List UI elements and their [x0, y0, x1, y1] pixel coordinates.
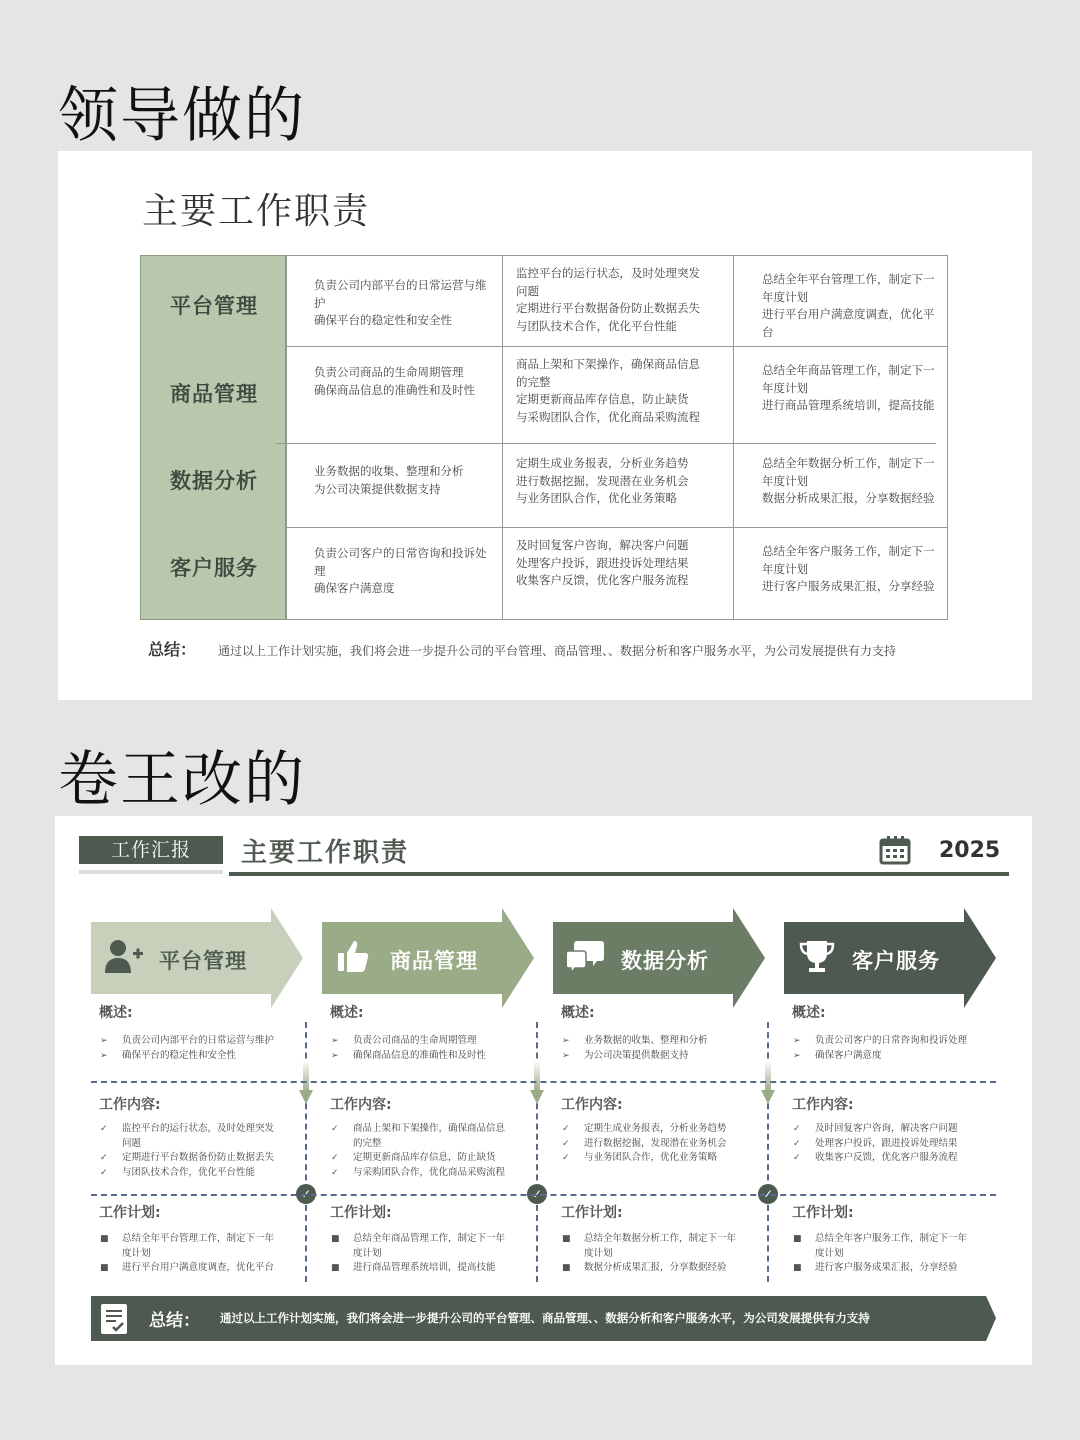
content-bullet-marker: ✓: [331, 1153, 339, 1163]
content-line: 与业务团队合作，优化业务策略 ✓: [584, 1151, 717, 1166]
badge-underline: [79, 870, 223, 874]
content-bullet-marker: ✓: [562, 1138, 570, 1149]
content-line: 定期进行平台数据备份防止数据丢失 ✓: [122, 1151, 274, 1166]
content-line: 与采购团队合作，优化商品采购流程 ✓: [353, 1166, 505, 1181]
content-bullet-marker: ✓: [331, 1167, 339, 1178]
content-line: 问题: [122, 1137, 142, 1149]
plan-bullet-marker: ■: [100, 1263, 109, 1273]
plan-bullet-marker: ■: [793, 1263, 802, 1273]
title-rule: [229, 872, 1009, 876]
content-line: 的完整: [353, 1137, 382, 1149]
cell-line: 处理客户投诉，跟进投诉处理结果: [516, 555, 689, 570]
cell-line: 及时回复客户咨询，解决客户问题: [516, 538, 689, 552]
cell-line: 年度计划: [762, 380, 808, 395]
table-right-border: [947, 255, 948, 620]
cell-line: 总结全年客户服务工作，制定下一: [762, 544, 935, 558]
table-row-divider: [286, 527, 948, 528]
content-heading-3: 工作内容:: [561, 1097, 623, 1113]
content-bullet-marker: ✓: [793, 1124, 801, 1134]
overview-bullet-marker: ➢: [562, 1036, 570, 1046]
overview-bullet-marker: ➢: [562, 1050, 570, 1061]
category-label-4: 客户服务: [852, 949, 940, 973]
overview-line: 负责公司商品的生命周期管理 ➢: [353, 1034, 477, 1049]
overview-heading-3: 概述:: [561, 1005, 595, 1021]
category-4: 客户服务: [170, 556, 258, 580]
cell-line: 定期生成业务报表，分析业务趋势: [516, 456, 689, 470]
plan-line: 总结全年平台管理工作，制定下一年 ■: [122, 1232, 274, 1247]
content-bullet-marker: ✓: [562, 1124, 570, 1134]
plan-heading-3: 工作计划:: [561, 1205, 623, 1221]
table-cell-r2-c3: [762, 362, 935, 415]
year-label: 2025: [939, 838, 1001, 863]
cell-line: 进行商品管理系统培训，提高技能: [762, 398, 935, 412]
plan-line: 进行客户服务成果汇报，分享经验 ■: [815, 1261, 958, 1276]
overview-bullet-marker: ➢: [100, 1036, 108, 1046]
content-heading-4: 工作内容:: [792, 1097, 854, 1113]
category-label-1: 平台管理: [159, 949, 247, 973]
overview-bullet-marker: ➢: [331, 1036, 339, 1046]
content-line: 收集客户反馈，优化客户服务流程 ✓: [815, 1151, 958, 1166]
category-label-3: 数据分析: [621, 949, 709, 973]
cell-line: 确保商品信息的准确性和及时性: [314, 382, 475, 397]
overview-line: 负责公司内部平台的日常运营与维护 ➢: [122, 1034, 274, 1049]
cell-line: 年度计划: [762, 561, 808, 576]
cell-line: 业务数据的收集、整理和分析: [314, 464, 464, 478]
content-bullet-marker: ✓: [793, 1138, 801, 1149]
calendar-icon: [879, 835, 911, 865]
cell-line: 年度计划: [762, 289, 808, 304]
plan-bullet-marker: ■: [562, 1263, 571, 1273]
plan-heading-2: 工作计划:: [330, 1205, 392, 1221]
cell-line: 与团队技术合作，优化平台性能: [516, 318, 677, 333]
overview-bullet-marker: ➢: [100, 1050, 108, 1061]
overview-heading-2: 概述:: [330, 1005, 364, 1021]
plan-line: 度计划: [122, 1247, 151, 1259]
cell-line: 问题: [516, 283, 539, 298]
plan-heading-1: 工作计划:: [99, 1205, 161, 1221]
cell-line: 的完整: [516, 374, 551, 389]
cell-line: 确保客户满意度: [314, 581, 395, 595]
cell-line: 负责公司内部平台的日常运营与维: [314, 278, 487, 292]
cell-line: 定期进行平台数据备份防止数据丢失: [516, 301, 700, 315]
table-cell-r4-c3: [762, 543, 935, 596]
overview-line: 业务数据的收集、整理和分析 ➢: [584, 1034, 708, 1049]
content-line: 定期生成业务报表，分析业务趋势 ✓: [584, 1122, 727, 1137]
table-column-divider: [733, 255, 734, 620]
cell-line: 确保平台的稳定性和安全性: [314, 313, 452, 327]
content-line: 商品上架和下架操作，确保商品信息 ✓: [353, 1122, 505, 1137]
content-line: 监控平台的运行状态，及时处理突发 ✓: [122, 1122, 274, 1137]
work-report-badge: 工作汇报: [79, 836, 223, 864]
overview-line: 负责公司客户的日常咨询和投诉处理 ➢: [815, 1034, 967, 1049]
report-doc-icon: [99, 1302, 131, 1336]
add-user-icon: [105, 939, 145, 975]
cell-line: 定期更新商品库存信息，防止缺货: [516, 392, 689, 406]
check-circle-icon: ✓: [527, 1184, 547, 1204]
panel-a-title: 主要工作职责: [142, 191, 371, 232]
content-bullet-marker: ✓: [331, 1124, 339, 1134]
content-line: 与团队技术合作，优化平台性能 ✓: [122, 1166, 255, 1181]
plan-heading-4: 工作计划:: [792, 1205, 854, 1221]
content-bullet-marker: ✓: [100, 1124, 108, 1134]
cell-line: 收集客户反馈，优化客户服务流程: [516, 573, 689, 587]
cell-line: 商品上架和下架操作，确保商品信息: [516, 357, 700, 371]
category-column: [140, 255, 286, 620]
content-line: 处理客户投诉，跟进投诉处理结果 ✓: [815, 1137, 958, 1152]
cell-line: 数据分析成果汇报，分享数据经验: [762, 491, 935, 505]
chat-bubbles-icon: [567, 939, 607, 975]
check-circle-icon: ✓: [758, 1184, 778, 1204]
section-divider: [91, 1194, 996, 1196]
plan-bullet-marker: ■: [100, 1234, 109, 1244]
overview-line: 确保商品信息的准确性和及时性 ➢: [353, 1049, 486, 1064]
cell-line: 护: [314, 295, 326, 310]
content-heading-1: 工作内容:: [99, 1097, 161, 1113]
overview-line: 确保客户满意度 ➢: [815, 1049, 882, 1064]
content-heading-2: 工作内容:: [330, 1097, 392, 1113]
table-row-divider: [286, 346, 948, 347]
content-bullet-marker: ✓: [100, 1167, 108, 1178]
cell-line: 总结全年平台管理工作，制定下一: [762, 272, 935, 286]
table-column-divider: [286, 255, 287, 620]
table-cell-r1-c1: [314, 277, 487, 330]
overview-line: 为公司决策提供数据支持 ➢: [584, 1049, 689, 1064]
table-cell-r2-c2: [516, 356, 700, 426]
plan-bullet-marker: ■: [793, 1234, 802, 1244]
plan-bullet-marker: ■: [562, 1234, 571, 1244]
table-cell-r4-c2: [516, 537, 689, 590]
plan-bullet-marker: ■: [331, 1263, 340, 1273]
cell-line: 台: [762, 324, 774, 339]
content-bullet-marker: ✓: [100, 1153, 108, 1163]
cell-line: 进行数据挖掘，发现潜在业务机会: [516, 473, 689, 488]
table-bottom-border: [286, 619, 948, 620]
table-cell-r1-c3: [762, 271, 935, 341]
table-cell-r2-c1: [314, 364, 475, 399]
cell-line: 与业务团队合作，优化业务策略: [516, 491, 677, 505]
cell-line: 理: [314, 563, 326, 578]
panel-b-summary-text: 通过以上工作计划实施，我们将会进一步提升公司的平台管理、商品管理、、数据分析和客户服务水平，为公司发展提供有力支持: [220, 1311, 870, 1325]
category-2: 商品管理: [170, 382, 258, 406]
overview-bullet-marker: ➢: [793, 1036, 801, 1046]
check-circle-icon: ✓: [296, 1184, 316, 1204]
panel-a-summary-label: 总结：: [148, 640, 197, 659]
plan-bullet-marker: ■: [331, 1234, 340, 1244]
content-line: 定期更新商品库存信息，防止缺货 ✓: [353, 1151, 496, 1166]
overview-bullet-marker: ➢: [331, 1050, 339, 1061]
redesigned-panel: [55, 816, 1032, 1365]
content-line: 进行数据挖掘，发现潜在业务机会 ✓: [584, 1137, 727, 1152]
table-cell-r3-c1: [314, 463, 464, 498]
table-row-divider: [276, 443, 936, 444]
plan-line: 度计划: [584, 1247, 613, 1259]
overview-heading-1: 概述:: [99, 1005, 133, 1021]
table-cell-r3-c2: [516, 455, 689, 508]
plan-line: 度计划: [353, 1247, 382, 1259]
category-3: 数据分析: [170, 469, 258, 493]
plan-line: 数据分析成果汇报，分享数据经验 ■: [584, 1261, 727, 1276]
content-bullet-marker: ✓: [793, 1153, 801, 1163]
overview-line: 确保平台的稳定性和安全性 ➢: [122, 1049, 236, 1064]
cell-line: 监控平台的运行状态，及时处理突发: [516, 266, 700, 280]
trophy-icon: [798, 939, 838, 975]
responsibility-table: [140, 255, 948, 620]
plan-line: 进行平台用户满意度调查，优化平台 ■: [122, 1261, 274, 1276]
cell-line: 负责公司客户的日常咨询和投诉处: [314, 546, 487, 560]
cell-line: 总结全年数据分析工作，制定下一: [762, 456, 935, 470]
category-1: 平台管理: [170, 294, 258, 318]
content-bullet-marker: ✓: [562, 1153, 570, 1163]
category-label-2: 商品管理: [390, 949, 478, 973]
overview-bullet-marker: ➢: [793, 1050, 801, 1061]
plan-line: 进行商品管理系统培训，提高技能 ■: [353, 1261, 496, 1276]
plan-line: 总结全年客户服务工作，制定下一年 ■: [815, 1232, 967, 1247]
panel-b-title: 主要工作职责: [241, 838, 410, 868]
heading-improved: 卷王改的: [58, 745, 306, 815]
section-divider: [91, 1081, 996, 1083]
panel-b-summary-label: 总结：: [149, 1311, 200, 1331]
table-top-border: [286, 255, 948, 256]
table-cell-r3-c3: [762, 455, 935, 508]
table-column-divider: [502, 255, 503, 620]
plan-line: 总结全年商品管理工作，制定下一年 ■: [353, 1232, 505, 1247]
cell-line: 进行平台用户满意度调查，优化平: [762, 307, 935, 321]
overview-heading-4: 概述:: [792, 1005, 826, 1021]
table-cell-r4-c1: [314, 545, 487, 598]
content-line: 及时回复客户咨询，解决客户问题 ✓: [815, 1122, 958, 1137]
table-cell-r1-c2: [516, 265, 700, 335]
thumbs-up-icon: [336, 939, 376, 975]
cell-line: 总结全年商品管理工作，制定下一: [762, 363, 935, 377]
cell-line: 进行客户服务成果汇报，分享经验: [762, 579, 935, 593]
cell-line: 为公司决策提供数据支持: [314, 481, 441, 496]
cell-line: 与采购团队合作，优化商品采购流程: [516, 409, 700, 424]
original-table-panel: [58, 151, 1032, 700]
panel-a-summary-text: 通过以上工作计划实施，我们将会进一步提升公司的平台管理、商品管理、、数据分析和客户服务水平，为公司发展提供有力支持: [218, 644, 897, 658]
plan-line: 度计划: [815, 1247, 844, 1259]
panel-a-summary: [148, 637, 896, 660]
plan-line: 总结全年数据分析工作，制定下一年 ■: [584, 1232, 736, 1247]
cell-line: 年度计划: [762, 473, 808, 488]
cell-line: 负责公司商品的生命周期管理: [314, 365, 464, 379]
heading-leader: 领导做的: [58, 81, 306, 151]
